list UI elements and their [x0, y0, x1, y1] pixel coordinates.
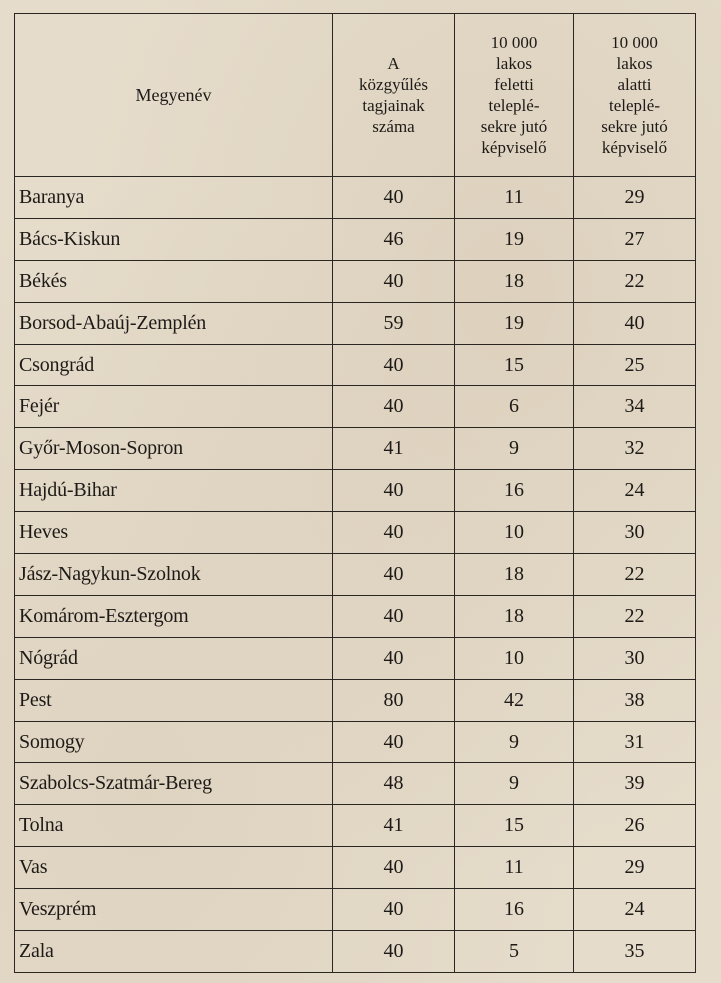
- document-page: [14, 13, 695, 973]
- county-name-cell: Békés: [15, 260, 333, 302]
- county-name-cell: Szabolcs-Szatmár-Bereg: [15, 763, 333, 805]
- reps-under-10000-cell: 29: [574, 177, 696, 219]
- reps-under-10000-cell: 22: [574, 260, 696, 302]
- assembly-members-cell: 80: [333, 679, 455, 721]
- reps-under-10000-cell: 35: [574, 931, 696, 973]
- table-row: [15, 177, 696, 219]
- county-name-cell: Csongrád: [15, 344, 333, 386]
- assembly-members-cell: 40: [333, 470, 455, 512]
- reps-over-10000-cell: 6: [455, 386, 574, 428]
- header-reps-under-10000: 10 000 lakos alatti teleplé- sekre jutó képviselő: [574, 14, 696, 177]
- header-county-name: Megyenév: [15, 14, 333, 177]
- reps-under-10000-cell: 38: [574, 679, 696, 721]
- assembly-members-cell: 40: [333, 512, 455, 554]
- county-name-cell: Tolna: [15, 805, 333, 847]
- reps-over-10000-cell: 10: [455, 637, 574, 679]
- reps-over-10000-cell: 11: [455, 177, 574, 219]
- table-row: [15, 679, 696, 721]
- county-name-cell: Győr-Moson-Sopron: [15, 428, 333, 470]
- reps-under-10000-cell: 22: [574, 554, 696, 596]
- table-header-row: [15, 14, 696, 177]
- reps-over-10000-cell: 9: [455, 721, 574, 763]
- reps-over-10000-cell: 9: [455, 763, 574, 805]
- assembly-members-cell: 40: [333, 931, 455, 973]
- reps-under-10000-cell: 27: [574, 218, 696, 260]
- reps-under-10000-cell: 26: [574, 805, 696, 847]
- table-row: [15, 889, 696, 931]
- county-name-cell: Vas: [15, 847, 333, 889]
- table-row: [15, 218, 696, 260]
- county-name-cell: Hajdú-Bihar: [15, 470, 333, 512]
- reps-over-10000-cell: 18: [455, 260, 574, 302]
- assembly-members-cell: 40: [333, 637, 455, 679]
- assembly-members-cell: 46: [333, 218, 455, 260]
- county-name-cell: Fejér: [15, 386, 333, 428]
- table-row: [15, 302, 696, 344]
- county-assembly-table: [14, 13, 696, 973]
- table-row: [15, 260, 696, 302]
- assembly-members-cell: 40: [333, 177, 455, 219]
- reps-over-10000-cell: 19: [455, 302, 574, 344]
- reps-over-10000-cell: 18: [455, 595, 574, 637]
- assembly-members-cell: 40: [333, 889, 455, 931]
- reps-under-10000-cell: 22: [574, 595, 696, 637]
- reps-over-10000-cell: 11: [455, 847, 574, 889]
- county-name-cell: Heves: [15, 512, 333, 554]
- reps-over-10000-cell: 15: [455, 805, 574, 847]
- table-row: [15, 595, 696, 637]
- table-row: [15, 637, 696, 679]
- reps-under-10000-cell: 30: [574, 637, 696, 679]
- reps-under-10000-cell: 29: [574, 847, 696, 889]
- assembly-members-cell: 40: [333, 847, 455, 889]
- county-name-cell: Komárom-Esztergom: [15, 595, 333, 637]
- table-row: [15, 554, 696, 596]
- reps-over-10000-cell: 16: [455, 470, 574, 512]
- reps-over-10000-cell: 10: [455, 512, 574, 554]
- assembly-members-cell: 40: [333, 595, 455, 637]
- reps-under-10000-cell: 34: [574, 386, 696, 428]
- table-row: [15, 847, 696, 889]
- table-row: [15, 428, 696, 470]
- reps-under-10000-cell: 24: [574, 889, 696, 931]
- assembly-members-cell: 40: [333, 554, 455, 596]
- county-name-cell: Nógrád: [15, 637, 333, 679]
- table-row: [15, 470, 696, 512]
- table-row: [15, 386, 696, 428]
- county-name-cell: Veszprém: [15, 889, 333, 931]
- reps-over-10000-cell: 42: [455, 679, 574, 721]
- county-name-cell: Zala: [15, 931, 333, 973]
- assembly-members-cell: 40: [333, 260, 455, 302]
- county-name-cell: Pest: [15, 679, 333, 721]
- header-reps-over-10000: 10 000 lakos feletti teleplé- sekre jutó képviselő: [455, 14, 574, 177]
- reps-over-10000-cell: 18: [455, 554, 574, 596]
- assembly-members-cell: 41: [333, 805, 455, 847]
- reps-over-10000-cell: 19: [455, 218, 574, 260]
- county-name-cell: Borsod-Abaúj-Zemplén: [15, 302, 333, 344]
- table-row: [15, 763, 696, 805]
- reps-over-10000-cell: 9: [455, 428, 574, 470]
- table-body: [15, 177, 696, 973]
- county-name-cell: Jász-Nagykun-Szolnok: [15, 554, 333, 596]
- reps-under-10000-cell: 25: [574, 344, 696, 386]
- reps-under-10000-cell: 24: [574, 470, 696, 512]
- table-row: [15, 931, 696, 973]
- assembly-members-cell: 40: [333, 344, 455, 386]
- reps-under-10000-cell: 32: [574, 428, 696, 470]
- reps-under-10000-cell: 31: [574, 721, 696, 763]
- county-name-cell: Somogy: [15, 721, 333, 763]
- reps-under-10000-cell: 39: [574, 763, 696, 805]
- table-row: [15, 721, 696, 763]
- table-row: [15, 344, 696, 386]
- assembly-members-cell: 59: [333, 302, 455, 344]
- table-row: [15, 805, 696, 847]
- assembly-members-cell: 48: [333, 763, 455, 805]
- reps-under-10000-cell: 40: [574, 302, 696, 344]
- assembly-members-cell: 41: [333, 428, 455, 470]
- reps-over-10000-cell: 15: [455, 344, 574, 386]
- table-row: [15, 512, 696, 554]
- assembly-members-cell: 40: [333, 386, 455, 428]
- assembly-members-cell: 40: [333, 721, 455, 763]
- reps-over-10000-cell: 16: [455, 889, 574, 931]
- county-name-cell: Bács-Kiskun: [15, 218, 333, 260]
- reps-over-10000-cell: 5: [455, 931, 574, 973]
- header-assembly-members: A közgyűlés tagjainak száma: [333, 14, 455, 177]
- reps-under-10000-cell: 30: [574, 512, 696, 554]
- county-name-cell: Baranya: [15, 177, 333, 219]
